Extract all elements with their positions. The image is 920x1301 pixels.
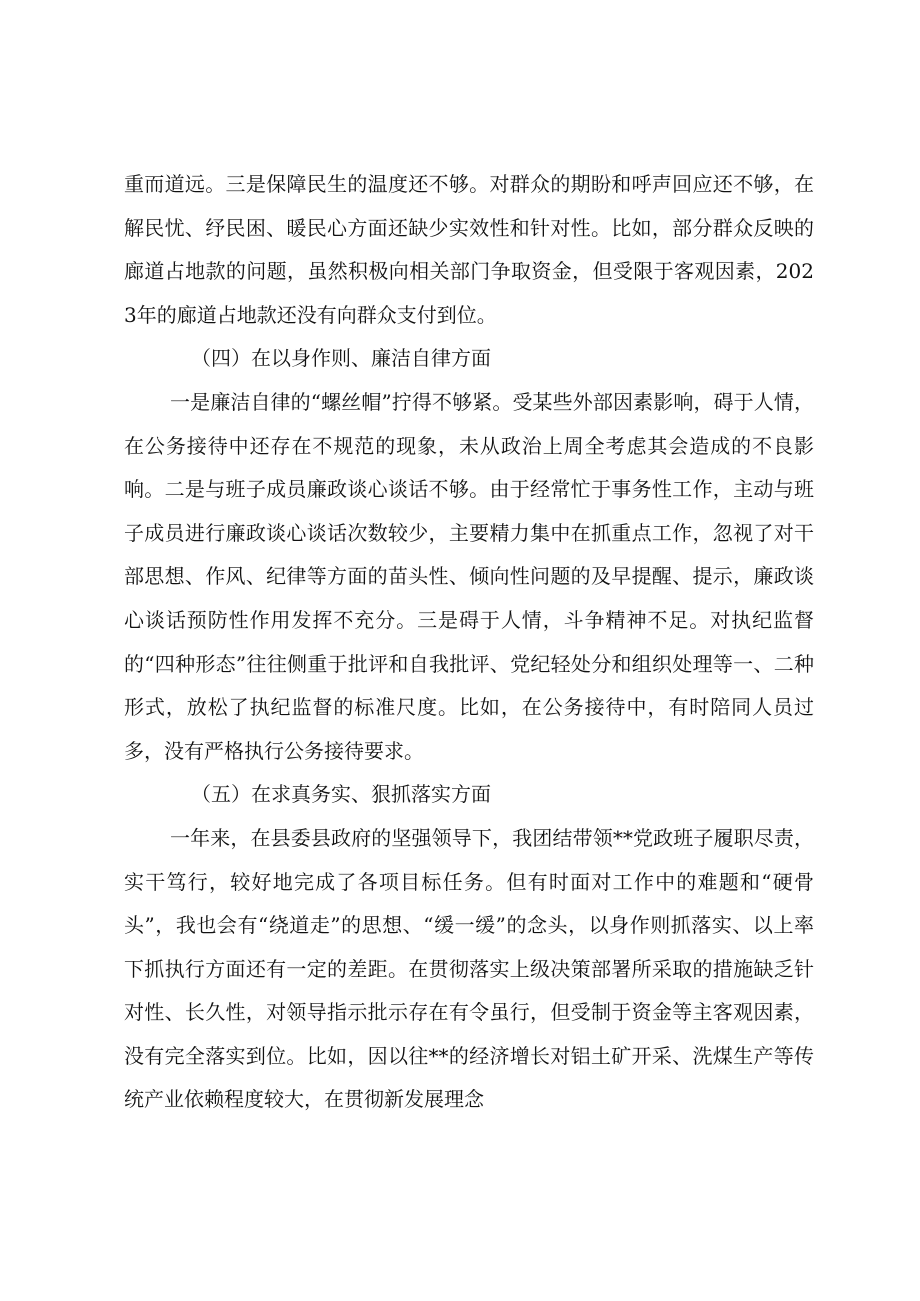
paragraph-people-livelihood: 重而道远。三是保障民生的温度还不够。对群众的期盼和呼声回应还不够，在解民忧、纾民困、暖民心方面还缺少实效性和针对性。比如，部分群众反映的廊道占地款的问题，虽然积极向相关部门争取资金，但受限于客观因素，2023年的廊道占地款还没有向群众支付到位。	[124, 172, 814, 327]
document-body	[124, 163, 814, 1122]
section-heading-4: （四）在以身作则、廉洁自律方面	[191, 346, 491, 371]
paragraph-implementation: 一年来，在县委县政府的坚强领导下，我团结带领**党政班子履职尽责，实干笃行，较好地完成了各项目标任务。但有时面对工作中的难题和“硬骨头”，我也会有“绕道走”的思想、“缓一缓”的念头，以身作则抓落实、以上率下抓执行方面还有一定的差距。在贯彻落实上级决策部署所采取的措施缺乏针对性、长久性，对领导指示批示存在有令虽行，但受制于资金等主客观因素，没有完全落实到位。比如，因以往**的经济增长对铝土矿开采、洗煤生产等传统产业依赖程度较大，在贯彻新发展理念	[124, 825, 814, 1112]
section-heading-5: （五）在求真务实、狠抓落实方面	[191, 782, 491, 807]
paragraph-integrity: 一是廉洁自律的“螺丝帽”拧得不够紧。受某些外部因素影响，碍于人情，在公务接待中还存在不规范的现象，未从政治上周全考虑其会造成的不良影响。二是与班子成员廉政谈心谈话不够。由于经常忙于事务性工作，主动与班子成员进行廉政谈心谈话次数较少，主要精力集中在抓重点工作，忽视了对干部思想、作风、纪律等方面的苗头性、倾向性问题的及早提醒、提示，廉政谈心谈话预防性作用发挥不充分。三是碍于人情，斗争精神不足。对执纪监督的“四种形态”往往侧重于批评和自我批评、党纪轻处分和组织处理等一、二种形式，放松了执纪监督的标准尺度。比如，在公务接待中，有时陪同人员过多，没有严格执行公务接待要求。	[124, 389, 814, 763]
